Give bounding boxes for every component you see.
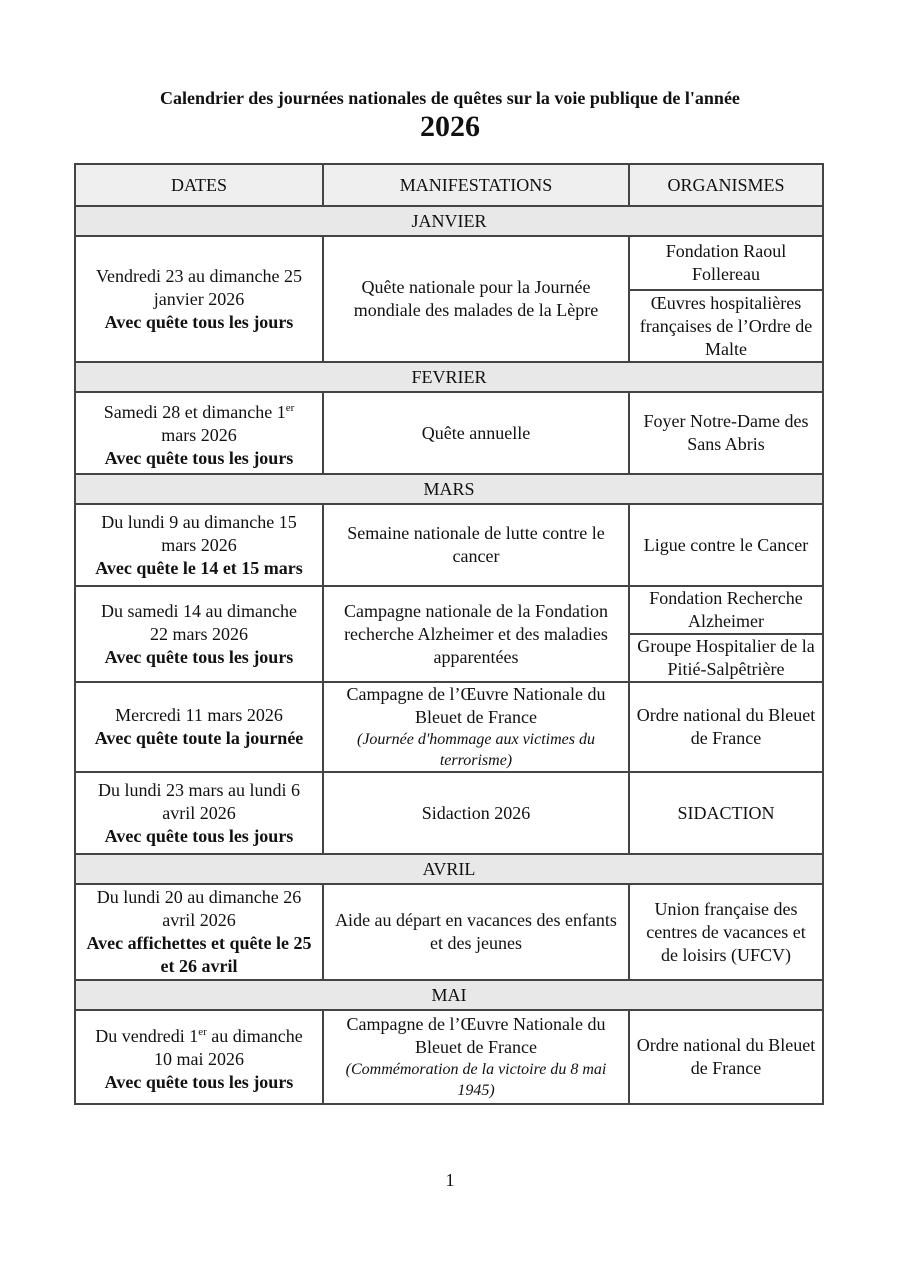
org-cell: Ordre national du Bleuet de France: [629, 682, 823, 772]
date-text: mars 2026: [161, 534, 237, 555]
table-row: [75, 884, 823, 980]
date-note: Avec quête tous les jours: [104, 311, 294, 332]
date-text-main: Samedi 28 et dimanche 1: [103, 401, 286, 422]
event-cell: Quête annuelle: [323, 392, 629, 474]
event-cell: Sidaction 2026: [323, 772, 629, 854]
event-text: Campagne de l’Œuvre Nationale du Bleuet de France: [346, 1014, 606, 1057]
date-note: Avec quête tous les jours: [104, 646, 294, 667]
month-label: AVRIL: [75, 854, 823, 884]
event-cell: [323, 1010, 629, 1104]
event-cell: Campagne nationale de la Fondation recherche Alzheimer et des maladies apparentées: [323, 586, 629, 682]
header-dates: DATES: [75, 164, 323, 206]
org-cell: Fondation Raoul Follereau: [629, 236, 823, 290]
table-row: [75, 1010, 823, 1104]
month-row-avril: [75, 854, 823, 884]
org-cell: Groupe Hospitalier de la Pitié-Salpêtrière: [629, 634, 823, 682]
document-year: 2026: [420, 110, 480, 143]
month-row-mars: [75, 474, 823, 504]
date-text: janvier 2026: [153, 288, 245, 309]
date-text: Du samedi 14 au dimanche: [101, 600, 297, 621]
event-cell: [323, 682, 629, 772]
date-note: Avec quête toute la journée: [94, 728, 304, 748]
table-row: [75, 682, 823, 772]
date-text: Du lundi 23 mars au lundi 6: [98, 779, 300, 800]
date-cell: [75, 236, 323, 362]
event-cell: Semaine nationale de lutte contre le cancer: [323, 504, 629, 586]
header-organismes: ORGANISMES: [629, 164, 823, 206]
org-cell: Œuvres hospitalières françaises de l’Ordre de Malte: [629, 290, 823, 362]
event-note: (Commémoration de la victoire du 8 mai 1945): [345, 1061, 607, 1099]
date-ordinal: er: [285, 401, 295, 414]
date-cell: [75, 772, 323, 854]
table-row: [75, 772, 823, 854]
month-label: MAI: [75, 980, 823, 1010]
event-note: (Journée d'hommage aux victimes du terrorisme): [356, 731, 595, 769]
month-row-janvier: [75, 206, 823, 236]
date-text: mars 2026: [161, 424, 237, 445]
org-cell: Union française des centres de vacances et de loisirs (UFCV): [629, 884, 823, 980]
event-cell: Aide au départ en vacances des enfants et des jeunes: [323, 884, 629, 980]
month-label: FEVRIER: [75, 362, 823, 392]
table-row: [75, 392, 823, 474]
date-cell: [75, 586, 323, 682]
date-text-main: Du vendredi 1: [95, 1025, 199, 1046]
date-note: Avec quête le 14 et 15 mars: [95, 557, 303, 578]
org-cell: Foyer Notre-Dame des Sans Abris: [629, 392, 823, 474]
date-note: Avec quête tous les jours: [104, 447, 294, 468]
calendar-table: [74, 163, 824, 1105]
date-text: [82, 397, 316, 424]
date-text: Du lundi 20 au dimanche 26: [96, 887, 302, 907]
date-cell: [75, 392, 323, 474]
month-label: MARS: [75, 474, 823, 504]
date-note: Avec quête tous les jours: [104, 825, 294, 846]
date-text: 10 mai 2026: [154, 1048, 244, 1069]
month-row-mai: [75, 980, 823, 1010]
date-text: avril 2026: [162, 910, 236, 930]
event-cell: Quête nationale pour la Journée mondiale des malades de la Lèpre: [323, 236, 629, 362]
org-cell: Ordre national du Bleuet de France: [629, 1010, 823, 1104]
date-text-main: au dimanche: [206, 1025, 303, 1046]
table-row: [75, 504, 823, 586]
date-cell: [75, 884, 323, 980]
org-cell: Fondation Recherche Alzheimer: [629, 586, 823, 634]
org-cell: Ligue contre le Cancer: [629, 504, 823, 586]
date-note: Avec affichettes et quête le 25 et 26 avril: [86, 933, 312, 976]
date-text: 22 mars 2026: [150, 623, 248, 644]
date-cell: [75, 504, 323, 586]
table-row: [75, 586, 823, 634]
table-header-row: [75, 164, 823, 206]
date-text: Du lundi 9 au dimanche 15: [101, 511, 297, 532]
event-text: Campagne de l’Œuvre Nationale du Bleuet de France: [346, 684, 606, 727]
table-row: [75, 236, 823, 290]
page-number: 1: [445, 1170, 455, 1190]
header-manifestations: MANIFESTATIONS: [323, 164, 629, 206]
date-text: avril 2026: [162, 802, 236, 823]
date-cell: [75, 682, 323, 772]
date-ordinal: er: [198, 1025, 207, 1038]
document-title: Calendrier des journées nationales de quêtes sur la voie publique de l'année: [160, 88, 740, 108]
org-cell: SIDACTION: [629, 772, 823, 854]
date-text: [82, 1021, 316, 1048]
month-row-fevrier: [75, 362, 823, 392]
date-note: Avec quête tous les jours: [104, 1071, 294, 1092]
date-cell: [75, 1010, 323, 1104]
date-text: Vendredi 23 au dimanche 25: [96, 265, 302, 286]
month-label: JANVIER: [75, 206, 823, 236]
date-text: Mercredi 11 mars 2026: [115, 705, 283, 725]
